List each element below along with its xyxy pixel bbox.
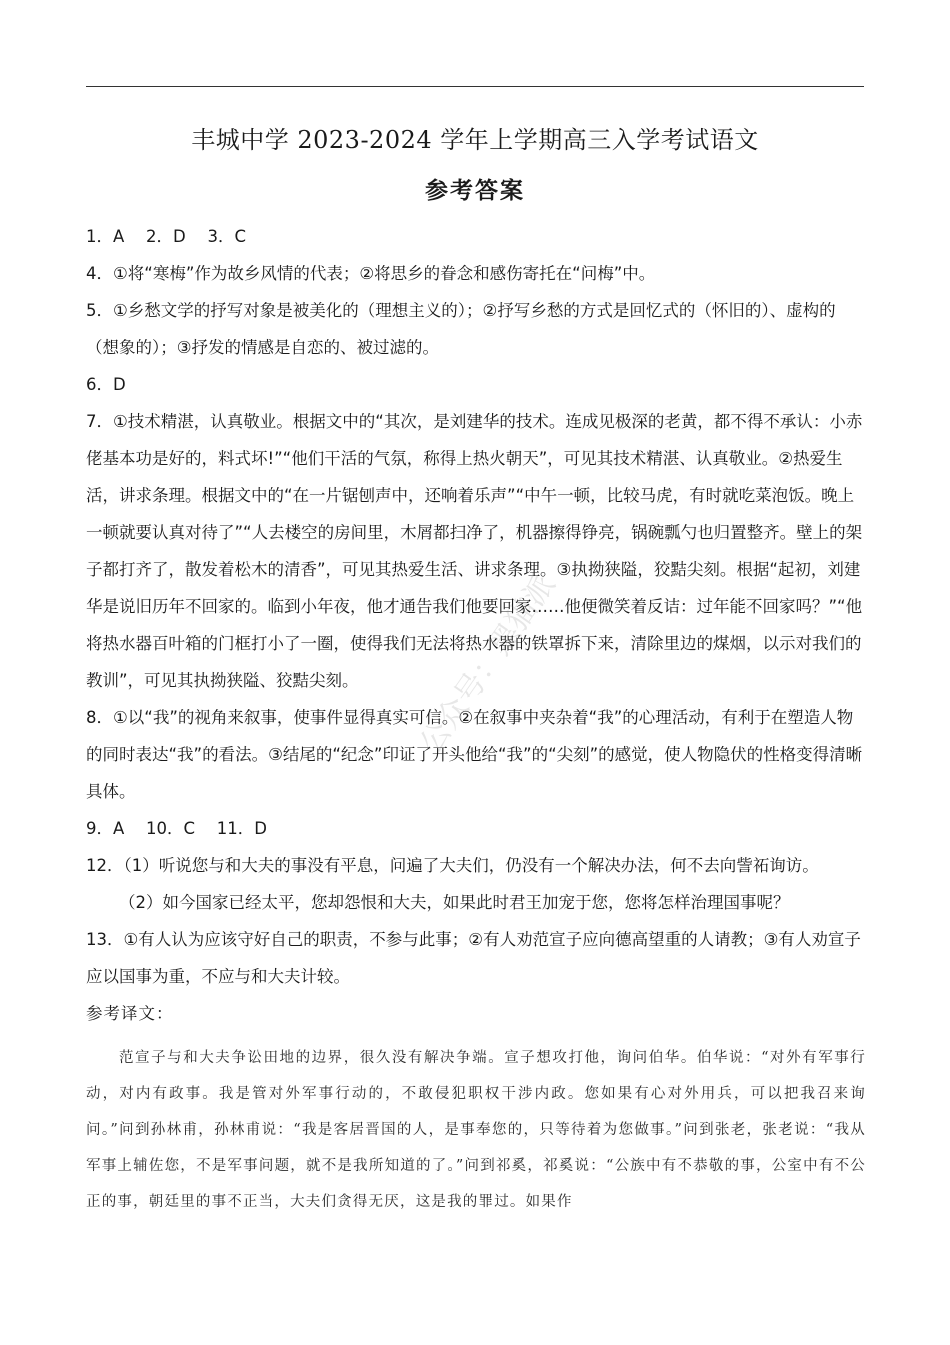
answer-4: 4．①将“寒梅”作为故乡风情的代表；②将思乡的眷念和感伤寄托在“问梅”中。 <box>86 264 656 283</box>
exam-title: 丰城中学 2023-2024 学年上学期高三入学考试语文 <box>191 126 759 154</box>
answer-5: 5．①乡愁文学的抒写对象是被美化的（理想主义的）；②抒写乡愁的方式是回忆式的（怀旧的）、虚构的（想象的）；③抒发的情感是自恋的、被过滤的。 <box>86 301 836 357</box>
answer-7: 7．①技术精湛，认真敬业。根据文中的“其次，是刘建华的技术。连成见极深的老黄，都不得不承认：小赤佬基本功是好的，料式坏!”“他们干活的气氛，称得上热火朝天”，可见其技术精湛、认真敬业。②热爱生活，讲求条理。根据文中的“在一片锯刨声中，还响着乐声”“中午一顿，比较马虎，有时就吃菜泡饭。晚上一顿就要认真对待了”“人去楼空的房间里，木屑都扫净了，机器擦得铮亮，锅碗瓢勺也归置整齐。壁上的架子都打齐了，散发着松木的清香”，可见其热爱生活、讲求条理。③执拗狭隘，狡黠尖刻。根据“起初，刘建华是说旧历年不回家的。临到小年夜，他才通告我们他要回家……他便微笑着反诘：过年能不回家吗？”“他将热水器百叶箱的门框打小了一圈，使得我们无法将热水器的铁罩拆下来，清除里边的煤烟，以示对我们的教训”，可见其执拗狭隘、狡黠尖刻。 <box>86 412 863 690</box>
reference-translation: 范宣子与和大夫争讼田地的边界，很久没有解决争端。宣子想攻打他，询问伯华。伯华说：“对外有军事行动，对内有政事。我是管对外军事行动的，不敢侵犯职权干涉内政。您如果有心对外用兵，可以把我召来询问。”问到孙林甫，孙林甫说：“我是客居晋国的人，是事奉您的，只等待着为您做事。”问到张老，张老说：“我从军事上辅佐您，不是军事问题，就不是我所知道的了。”问到祁奚，祁奚说：“公族中有不恭敬的事，公室中有不公正的事，朝廷里的事不正当，大夫们贪得无厌，这是我的罪过。如果作 <box>86 1050 866 1210</box>
header-rule <box>86 86 864 87</box>
translation-label: 参考译文： <box>86 1004 174 1023</box>
answer-list <box>86 218 866 1032</box>
answer-6: 6．D <box>86 375 126 394</box>
answers-9-11: 9．A 10．C 11．D <box>86 819 267 838</box>
answer-13: 13．①有人认为应该守好自己的职责，不参与此事；②有人劝范宣子应向德高望重的人请教；③有人劝宣子应以国事为重，不应与和大夫计较。 <box>86 930 861 986</box>
answer-key-heading: 参考答案 <box>425 177 525 204</box>
answer-12-part-1: 12．（1）听说您与和大夫的事没有平息，问遍了大夫们，仍没有一个解决办法，何不去向訾祏询访。 <box>86 856 819 875</box>
answers-1-3: 1．A 2．D 3．C <box>86 227 246 246</box>
answer-8: 8．①以“我”的视角来叙事，使事件显得真实可信。②在叙事中夹杂着“我”的心理活动，有利于在塑造人物的同时表达“我”的看法。③结尾的“纪念”印证了开头他给“我”的“尖刻”的感觉，使人物隐伏的性格变得清晰具体。 <box>86 708 863 801</box>
answer-12-part-2: （2）如今国家已经太平，您却怨恨和大夫，如果此时君王加宠于您，您将怎样治理国事呢？ <box>119 893 790 912</box>
watermark-text: 公众号：黑猫派 <box>413 567 563 761</box>
